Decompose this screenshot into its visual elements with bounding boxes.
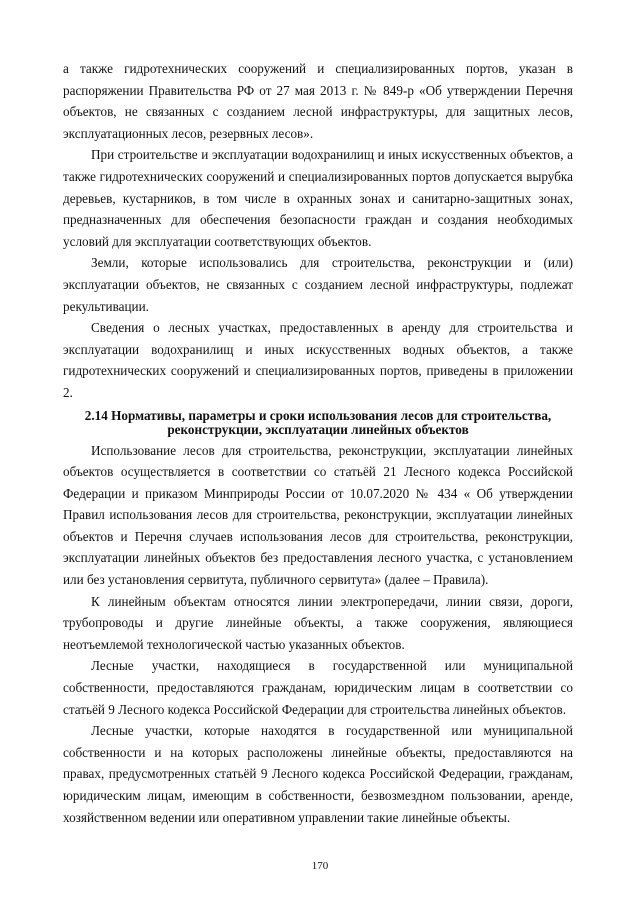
paragraph-7: Лесные участки, находящиеся в государственной или муниципальной собственности, предоставляются гражданам, юридическим лицам в соответствии со статьёй 9 Лесного кодекса Российской Федерации для строительства линейных объектов. bbox=[63, 658, 573, 717]
section-heading-line-2: реконструкции, эксплуатации линейных объектов bbox=[167, 422, 469, 437]
paragraph-8: Лесные участки, которые находятся в государственной или муниципальной собственности и на которых расположены линейные объекты, предоставляются на правах, предусмотренных статьёй 9 Лесного кодекса Российской Федерации, гражданам, юридическим лицам, имеющим в собственности, безвозмездном пользовании, аренде, хозяйственном ведении или оперативном управлении такие линейные объекты. bbox=[63, 723, 573, 825]
paragraph-4: Сведения о лесных участках, предоставленных в аренду для строительства и эксплуатации водохранилищ и иных искусственных водных объектов, а также гидротехнических сооружений и специализированных портов, приведены в приложении 2. bbox=[63, 320, 573, 400]
paragraph-6: К линейным объектам относятся линии электропередачи, линии связи, дороги, трубопроводы и другие линейные объекты, а также сооружения, являющиеся неотъемлемой технологической частью указанных объектов. bbox=[63, 593, 573, 652]
page-number: 170 bbox=[311, 860, 329, 872]
paragraph-1: а также гидротехнических сооружений и специализированных портов, указан в распоряжении Правительства РФ от 27 мая 2013 г. № 849-р «Об утверждении Перечня объектов, не связанных с созданием лесной инфраструктуры, для защитных лесов, эксплуатационных лесов, резервных лесов». bbox=[63, 61, 573, 141]
paragraph-5: Использование лесов для строительства, реконструкции, эксплуатации линейных объектов осуществляется в соответствии со статьёй 21 Лесного кодекса Российской Федерации и приказом Минприроды России от 10.07.2020 № 434 « Об утверждении Правил использования лесов для строительства, реконструкции, эксплуатации линейных объектов и Перечня случаев использования лесов для строительства, реконструкции, эксплуатации линейных объектов без предоставления лесного участка, с установлением или без установления сервитута, публичного сервитута» (далее – Правила). bbox=[63, 442, 573, 588]
section-heading bbox=[63, 409, 573, 438]
page-content bbox=[63, 58, 573, 828]
paragraph-3: Земли, которые использовались для строительства, реконструкции и (или) эксплуатации объектов, не связанных с созданием лесной инфраструктуры, подлежат рекультивации. bbox=[63, 255, 573, 314]
paragraph-2: При строительстве и эксплуатации водохранилищ и иных искусственных объектов, а также гидротехнических сооружений и специализированных портов допускается вырубка деревьев, кустарников, в том числе в охранных зонах и санитарно-защитных зонах, предназначенных для обеспечения безопасности граждан и создания необходимых условий для эксплуатации соответствующих объектов. bbox=[63, 147, 573, 249]
section-heading-line-1: 2.14 Нормативы, параметры и сроки использования лесов для строительства, bbox=[84, 407, 552, 423]
